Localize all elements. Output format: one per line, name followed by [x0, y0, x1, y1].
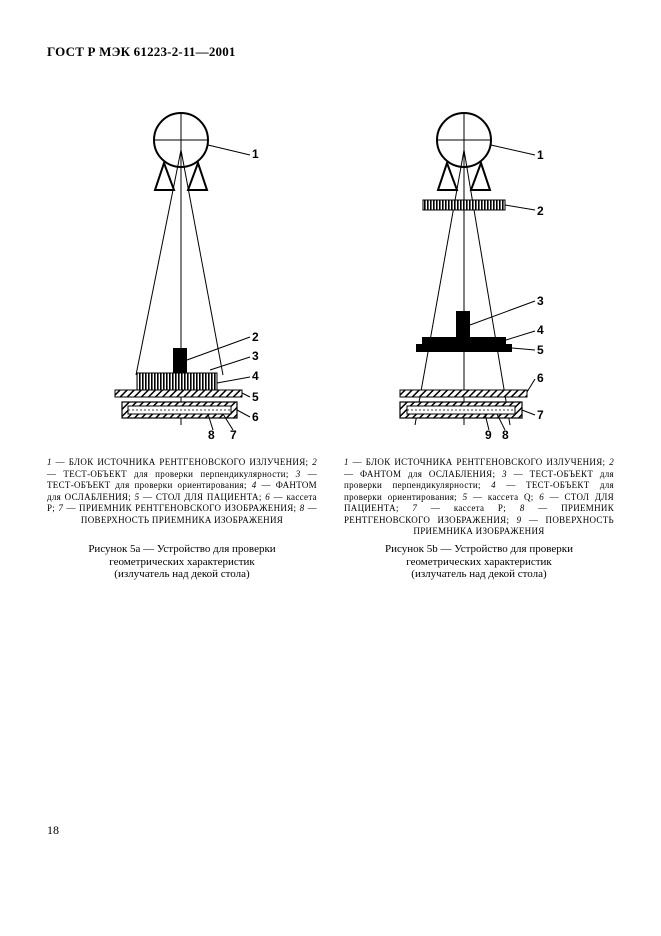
- legend-text: — БЛОК ИСТОЧНИКА РЕНТГЕНОВСКОГО ИЗЛУЧЕНИЯ;: [55, 457, 309, 467]
- figure-5a-legend: [47, 457, 317, 526]
- caption-line: (излучатель над декой стола): [114, 568, 250, 580]
- phantom-block: [137, 373, 217, 390]
- legend-num: 3: [295, 468, 301, 479]
- figure-5b-label: 2: [537, 204, 544, 218]
- cassette-p: [128, 406, 231, 414]
- figure-5a-label: 3: [252, 349, 259, 363]
- patient-table: [115, 390, 242, 397]
- figure-5a-label: 8: [208, 428, 215, 442]
- figure-5b-label: 4: [537, 323, 544, 337]
- legend-text: — кассета Q;: [473, 491, 534, 502]
- figure-5b-label: 3: [537, 294, 544, 308]
- legend-text: — ПОВЕРХНОСТЬ ПРИЕМНИКА ИЗОБРАЖЕНИЯ: [413, 514, 614, 536]
- legend-text: — ТЕСТ-ОБЪЕКТ для проверки перпендикулярности;: [47, 468, 289, 479]
- legend-text: — ПРИЕМНИК РЕНТГЕНОВСКОГО ИЗОБРАЖЕНИЯ;: [344, 503, 615, 525]
- legend-text: — кассета P;: [430, 503, 507, 513]
- figure-5b-label: 1: [537, 148, 544, 162]
- figure-5b-label: 8: [502, 428, 509, 442]
- figure-5a-diagram: [100, 105, 300, 445]
- figure-5b-caption: [344, 543, 614, 581]
- legend-num: 1: [47, 457, 52, 467]
- test-object-orientation: [422, 337, 506, 344]
- test-object-perpendicular: [173, 348, 187, 373]
- legend-num: 3: [502, 468, 507, 479]
- figure-5a-label: 7: [230, 428, 237, 442]
- figure-5a-label: 2: [252, 330, 259, 344]
- beam-lines: [415, 150, 510, 425]
- legend-num: 9: [516, 514, 522, 525]
- figure-5b-legend: [344, 457, 614, 538]
- figure-5b-label: 5: [537, 343, 544, 357]
- legend-num: 5: [462, 491, 468, 502]
- figure-5a-label: 4: [252, 369, 259, 383]
- legend-text: — ПОВЕРХНОСТЬ ПРИЕМНИКА ИЗОБРАЖЕНИЯ: [80, 503, 317, 525]
- figure-5a-caption: [47, 543, 317, 581]
- legend-num: 6: [265, 491, 271, 502]
- legend-num: 7: [412, 503, 418, 513]
- legend-num: 4: [491, 480, 496, 490]
- legend-num: 1: [344, 457, 349, 467]
- caption-line: геометрических характеристик: [109, 555, 255, 568]
- figure-5a-label: 6: [252, 410, 259, 424]
- page-number: 18: [47, 823, 59, 837]
- figure-5b-diagram: [385, 105, 585, 445]
- legend-num: 5: [134, 491, 140, 502]
- patient-table: [400, 390, 527, 397]
- figure-5b-svg: [385, 105, 585, 445]
- legend-num: 2: [312, 457, 317, 467]
- caption-line: Рисунок 5b — Устройство для проверки: [385, 543, 573, 555]
- cassette-q: [416, 344, 512, 352]
- figure-5b-label: 6: [537, 371, 544, 385]
- legend-text: — кассета P;: [47, 491, 317, 513]
- legend-num: 4: [251, 480, 257, 490]
- figure-5a-label: 5: [252, 390, 259, 404]
- figure-5b-label: 9: [485, 428, 492, 442]
- legend-num: 2: [609, 457, 614, 467]
- figure-5a-svg: [100, 105, 300, 445]
- figure-5b-label: 7: [537, 408, 544, 422]
- caption-line: Рисунок 5а — Устройство для проверки: [88, 543, 276, 555]
- document-header: ГОСТ Р МЭК 61223-2-11—2001: [47, 44, 236, 59]
- caption-line: геометрических характеристик: [406, 555, 552, 568]
- legend-text: — СТОЛ ДЛЯ ПАЦИЕНТА;: [143, 491, 262, 502]
- legend-text: — ПРИЕМНИК РЕНТГЕНОВСКОГО ИЗОБРАЖЕНИЯ;: [66, 503, 297, 513]
- figure-5a-label: 1: [252, 147, 259, 161]
- legend-text: — ФАНТОМ для ОСЛАБЛЕНИЯ;: [47, 480, 317, 502]
- legend-text: — ТЕСТ-ОБЪЕКТ для проверки ориентирования;: [344, 480, 614, 502]
- test-object-perpendicular: [456, 311, 470, 337]
- legend-text: — ТЕСТ-ОБЪЕКТ для проверки перпендикулярности;: [344, 468, 614, 490]
- legend-text: — ТЕСТ-ОБЪЕКТ для проверки ориентирования;: [47, 468, 317, 490]
- caption-line: (излучатель над декой стола): [411, 568, 547, 580]
- legend-num: 6: [539, 491, 544, 502]
- legend-text: — БЛОК ИСТОЧНИКА РЕНТГЕНОВСКОГО ИЗЛУЧЕНИЯ;: [352, 457, 606, 467]
- legend-text: — ФАНТОМ для ОСЛАБЛЕНИЯ;: [344, 468, 496, 479]
- legend-num: 8: [519, 503, 525, 513]
- legend-num: 7: [58, 503, 64, 513]
- legend-text: — СТОЛ ДЛЯ ПАЦИЕНТА;: [344, 491, 614, 513]
- legend-num: 8: [299, 503, 305, 513]
- phantom-attenuation: [423, 200, 505, 210]
